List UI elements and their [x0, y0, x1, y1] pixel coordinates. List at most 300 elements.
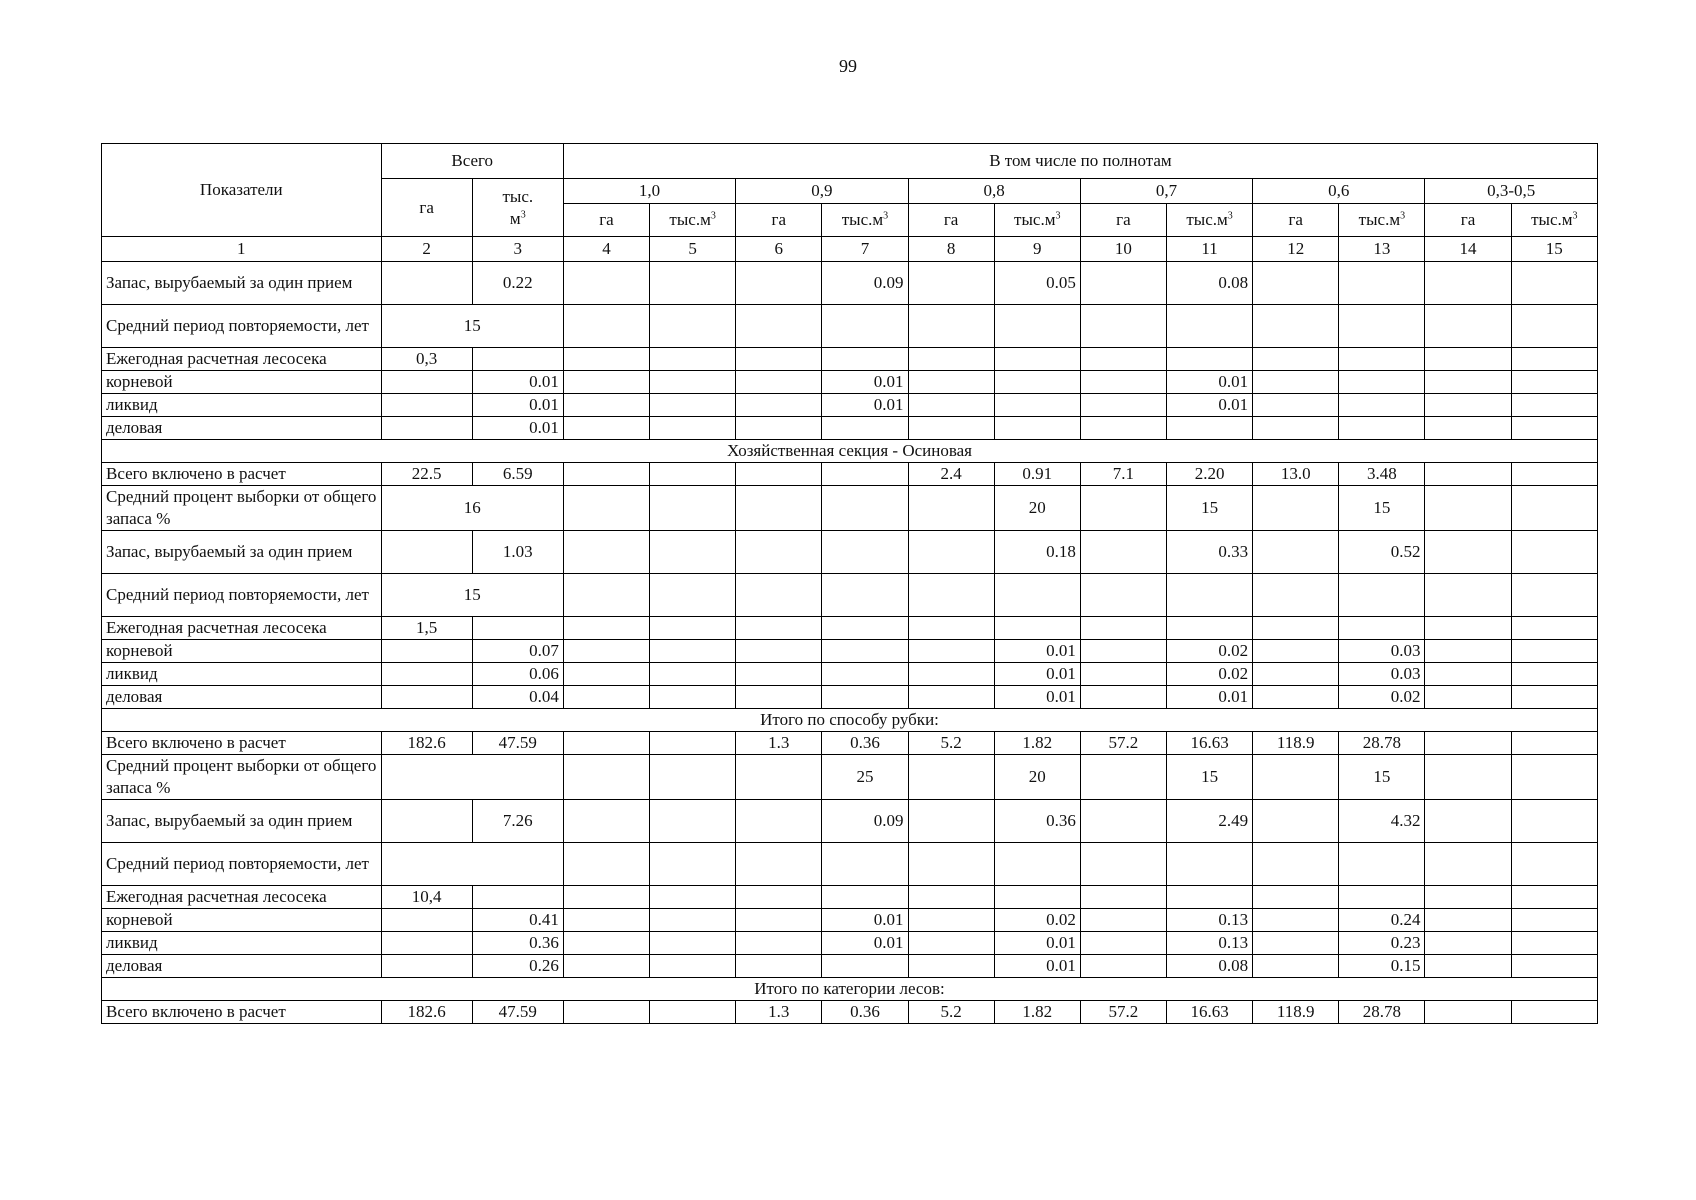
table-cell: 0.26	[472, 955, 563, 978]
table-cell	[736, 486, 822, 531]
table-cell	[1339, 617, 1425, 640]
table-cell: 0.22	[472, 262, 563, 305]
table-cell: 15	[1166, 755, 1252, 800]
table-cell	[1425, 932, 1511, 955]
table-cell	[1080, 531, 1166, 574]
total-merged-cell: 16	[381, 486, 563, 531]
table-cell	[563, 305, 649, 348]
table-cell	[1080, 663, 1166, 686]
table-cell: 15	[1166, 486, 1252, 531]
table-cell: 0.24	[1339, 909, 1425, 932]
table-cell	[1511, 348, 1597, 371]
table-cell	[563, 262, 649, 305]
table-cell	[650, 686, 736, 709]
column-number: 7	[822, 237, 908, 262]
table-cell	[563, 574, 649, 617]
table-cell	[1253, 371, 1339, 394]
section-title: Итого по категории лесов:	[102, 978, 1598, 1001]
table-cell	[1339, 417, 1425, 440]
table-cell	[563, 732, 649, 755]
table-row	[102, 531, 1598, 574]
table-cell	[908, 932, 994, 955]
section-title: Итого по способу рубки:	[102, 709, 1598, 732]
table-cell	[1511, 800, 1597, 843]
table-cell	[994, 886, 1080, 909]
table-cell: 28.78	[1339, 732, 1425, 755]
table-cell: 0.03	[1339, 663, 1425, 686]
table-cell: 25	[822, 755, 908, 800]
table-cell	[736, 262, 822, 305]
table-cell	[908, 262, 994, 305]
table-cell	[563, 686, 649, 709]
table-cell	[1080, 755, 1166, 800]
table-cell	[1080, 262, 1166, 305]
table-cell: 0.36	[822, 732, 908, 755]
table-cell	[1166, 574, 1252, 617]
table-cell: 7.1	[1080, 463, 1166, 486]
table-cell: 0.01	[822, 371, 908, 394]
table-cell	[736, 663, 822, 686]
table-cell	[1425, 531, 1511, 574]
table-cell	[908, 394, 994, 417]
table-cell	[1425, 755, 1511, 800]
table-cell	[563, 886, 649, 909]
table-cell: 0.01	[822, 909, 908, 932]
table-cell	[1166, 305, 1252, 348]
header-sub-ha: га	[908, 204, 994, 237]
column-number: 1	[102, 237, 382, 262]
table-cell	[1253, 843, 1339, 886]
column-number: 9	[994, 237, 1080, 262]
table-cell: 22.5	[381, 463, 472, 486]
table-cell	[1425, 640, 1511, 663]
table-cell	[822, 886, 908, 909]
table-cell: 0.91	[994, 463, 1080, 486]
row-label: Средний период повторяемости, лет	[102, 305, 382, 348]
table-cell	[1339, 305, 1425, 348]
table-cell: 0.01	[472, 394, 563, 417]
column-number: 4	[563, 237, 649, 262]
table-cell	[1253, 886, 1339, 909]
header-sub-volume: $тыс.м^3$	[1339, 204, 1425, 237]
table-cell	[908, 417, 994, 440]
table-cell: 0.02	[1339, 686, 1425, 709]
table-row	[102, 955, 1598, 978]
table-cell	[1511, 955, 1597, 978]
column-number: 3	[472, 237, 563, 262]
column-number: 12	[1253, 237, 1339, 262]
table-cell	[994, 574, 1080, 617]
table-cell	[822, 486, 908, 531]
table-cell	[908, 348, 994, 371]
table-cell: 1.3	[736, 732, 822, 755]
header-indicators: Показатели	[102, 144, 382, 237]
table-cell	[1339, 886, 1425, 909]
table-cell	[563, 394, 649, 417]
table-cell	[822, 305, 908, 348]
table-cell: 0.04	[472, 686, 563, 709]
table-row	[102, 574, 1598, 617]
table-cell	[1080, 686, 1166, 709]
table-row	[102, 262, 1598, 305]
table-row	[102, 800, 1598, 843]
section-row	[102, 978, 1598, 1001]
section-row	[102, 709, 1598, 732]
section-title: Хозяйственная секция - Осиновая	[102, 440, 1598, 463]
table-cell	[563, 909, 649, 932]
table-cell	[994, 348, 1080, 371]
table-cell	[1425, 348, 1511, 371]
table-cell	[1511, 531, 1597, 574]
table-cell	[1080, 617, 1166, 640]
header-density-0-8: 0,8	[908, 179, 1080, 204]
table-cell	[381, 800, 472, 843]
table-cell	[650, 732, 736, 755]
table-cell: 1.03	[472, 531, 563, 574]
table-row	[102, 486, 1598, 531]
table-cell	[1511, 371, 1597, 394]
table-cell	[381, 371, 472, 394]
table-cell	[1511, 932, 1597, 955]
table-cell	[908, 663, 994, 686]
table-cell	[1080, 394, 1166, 417]
column-number: 10	[1080, 237, 1166, 262]
table-cell	[1080, 955, 1166, 978]
table-cell	[1253, 394, 1339, 417]
table-cell	[1425, 305, 1511, 348]
table-cell	[1339, 843, 1425, 886]
table-row	[102, 463, 1598, 486]
table-cell	[1080, 932, 1166, 955]
table-row	[102, 732, 1598, 755]
table-cell	[650, 348, 736, 371]
table-cell	[563, 417, 649, 440]
table-cell: 2.20	[1166, 463, 1252, 486]
table-cell	[650, 262, 736, 305]
table-cell	[736, 686, 822, 709]
header-sub-ha: га	[1253, 204, 1339, 237]
table-cell: 0.01	[994, 955, 1080, 978]
row-label: Ежегодная расчетная лесосека	[102, 348, 382, 371]
table-cell	[1425, 417, 1511, 440]
table-cell	[381, 686, 472, 709]
table-row	[102, 417, 1598, 440]
table-row	[102, 348, 1598, 371]
table-cell	[1511, 732, 1597, 755]
table-cell	[563, 663, 649, 686]
table-cell	[1253, 800, 1339, 843]
table-cell	[1511, 755, 1597, 800]
table-row	[102, 1001, 1598, 1024]
table-cell: 0.13	[1166, 909, 1252, 932]
table-cell	[1511, 617, 1597, 640]
table-cell	[1339, 348, 1425, 371]
total-merged-cell: 15	[381, 574, 563, 617]
table-cell: 0.33	[1166, 531, 1252, 574]
table-cell	[908, 371, 994, 394]
table-cell	[994, 843, 1080, 886]
table-cell	[650, 417, 736, 440]
table-cell	[1253, 531, 1339, 574]
table-cell	[1511, 417, 1597, 440]
table-cell: 5.2	[908, 1001, 994, 1024]
row-label: ликвид	[102, 663, 382, 686]
table-cell	[1511, 262, 1597, 305]
row-label: Запас, вырубаемый за один прием	[102, 531, 382, 574]
table-cell	[822, 348, 908, 371]
table-cell: 0.01	[1166, 394, 1252, 417]
table-cell	[1425, 262, 1511, 305]
table-row	[102, 686, 1598, 709]
row-label: ликвид	[102, 932, 382, 955]
table-cell	[1253, 932, 1339, 955]
table-cell	[736, 463, 822, 486]
table-body	[102, 262, 1598, 1024]
table-row	[102, 886, 1598, 909]
header-total-volume: тыс. $м^3$	[472, 179, 563, 237]
column-number: 8	[908, 237, 994, 262]
table-cell	[1511, 686, 1597, 709]
table-cell	[650, 909, 736, 932]
table-cell: 0.01	[1166, 686, 1252, 709]
column-number: 15	[1511, 237, 1597, 262]
table-cell	[650, 617, 736, 640]
table-cell	[1253, 262, 1339, 305]
table-cell	[1511, 394, 1597, 417]
table-cell	[908, 843, 994, 886]
table-cell: 0.52	[1339, 531, 1425, 574]
row-label: Ежегодная расчетная лесосека	[102, 617, 382, 640]
row-label: Всего включено в расчет	[102, 1001, 382, 1024]
table-cell	[563, 348, 649, 371]
header-sub-volume: $тыс.м^3$	[822, 204, 908, 237]
table-cell: 182.6	[381, 1001, 472, 1024]
table-cell	[650, 663, 736, 686]
table-cell: 0.01	[822, 394, 908, 417]
table-cell	[1166, 843, 1252, 886]
table-cell	[822, 574, 908, 617]
section-row	[102, 440, 1598, 463]
table-cell	[563, 800, 649, 843]
table-cell: 0.23	[1339, 932, 1425, 955]
table-cell: 0.06	[472, 663, 563, 686]
table-cell	[563, 755, 649, 800]
table-cell: 0.09	[822, 262, 908, 305]
row-label: корневой	[102, 640, 382, 663]
table-header	[102, 144, 1598, 262]
table-cell: 3.48	[1339, 463, 1425, 486]
table-cell	[908, 305, 994, 348]
column-number: 6	[736, 237, 822, 262]
table-row	[102, 305, 1598, 348]
table-cell	[908, 617, 994, 640]
table-cell	[563, 1001, 649, 1024]
table-cell	[736, 640, 822, 663]
table-cell	[650, 463, 736, 486]
table-cell: 0.01	[994, 932, 1080, 955]
table-cell	[1080, 371, 1166, 394]
table-cell	[736, 348, 822, 371]
table-cell	[1339, 262, 1425, 305]
table-cell	[736, 909, 822, 932]
table-row	[102, 755, 1598, 800]
table-cell: 47.59	[472, 732, 563, 755]
table-cell: 0.02	[1166, 640, 1252, 663]
header-density-0-6: 0,6	[1253, 179, 1425, 204]
table-cell	[736, 394, 822, 417]
table-cell	[650, 843, 736, 886]
table-cell	[1253, 305, 1339, 348]
table-cell	[1080, 348, 1166, 371]
table-cell	[650, 305, 736, 348]
column-number: 14	[1425, 237, 1511, 262]
table-cell	[1425, 486, 1511, 531]
header-sub-ha: га	[1425, 204, 1511, 237]
row-label: Средний процент выборки от общего запаса %	[102, 755, 382, 800]
table-row	[102, 394, 1598, 417]
table-cell: 0.09	[822, 800, 908, 843]
table-cell: 0.02	[1166, 663, 1252, 686]
table-cell	[472, 617, 563, 640]
table-cell	[1080, 574, 1166, 617]
table-cell: 0.36	[822, 1001, 908, 1024]
header-density-0-3-0-5: 0,3-0,5	[1425, 179, 1598, 204]
table-cell	[736, 955, 822, 978]
table-cell	[1253, 909, 1339, 932]
table-cell	[908, 531, 994, 574]
table-cell: 16.63	[1166, 732, 1252, 755]
row-label: Средний период повторяемости, лет	[102, 574, 382, 617]
table-cell: 0.07	[472, 640, 563, 663]
table-cell: 57.2	[1080, 1001, 1166, 1024]
table-cell	[381, 955, 472, 978]
table-row	[102, 843, 1598, 886]
table-cell: 0.18	[994, 531, 1080, 574]
total-merged-cell	[381, 843, 563, 886]
table-cell: 20	[994, 755, 1080, 800]
table-cell	[736, 574, 822, 617]
table-cell	[1253, 417, 1339, 440]
table-cell	[1253, 686, 1339, 709]
table-cell: 13.0	[1253, 463, 1339, 486]
table-cell	[822, 663, 908, 686]
table-cell	[563, 932, 649, 955]
table-cell	[650, 574, 736, 617]
table-cell	[1511, 640, 1597, 663]
row-label: деловая	[102, 686, 382, 709]
header-total-ha: га	[381, 179, 472, 237]
total-merged-cell: 15	[381, 305, 563, 348]
table-cell	[563, 371, 649, 394]
table-cell: 0.08	[1166, 955, 1252, 978]
table-cell	[736, 886, 822, 909]
column-number: 13	[1339, 237, 1425, 262]
header-total: Всего	[381, 144, 563, 179]
table-cell	[1339, 371, 1425, 394]
table-cell	[736, 305, 822, 348]
table-cell: 4.32	[1339, 800, 1425, 843]
header-sub-volume: $тыс.м^3$	[1511, 204, 1597, 237]
table-cell	[736, 932, 822, 955]
table-cell	[1511, 843, 1597, 886]
table-cell	[994, 417, 1080, 440]
table-cell: 1.3	[736, 1001, 822, 1024]
table-row	[102, 640, 1598, 663]
table-cell: 57.2	[1080, 732, 1166, 755]
table-cell	[822, 640, 908, 663]
table-cell	[1080, 800, 1166, 843]
column-number: 11	[1166, 237, 1252, 262]
table-cell	[908, 686, 994, 709]
table-cell	[1080, 886, 1166, 909]
table-cell: 2.4	[908, 463, 994, 486]
table-cell	[1511, 663, 1597, 686]
table-cell	[1425, 686, 1511, 709]
table-cell	[1511, 1001, 1597, 1024]
table-cell	[822, 955, 908, 978]
table-cell	[381, 640, 472, 663]
table-cell: 0.01	[472, 371, 563, 394]
table-cell	[1511, 463, 1597, 486]
table-cell	[908, 640, 994, 663]
table-cell	[736, 531, 822, 574]
table-cell	[563, 531, 649, 574]
table-cell	[1080, 909, 1166, 932]
table-cell: 5.2	[908, 732, 994, 755]
row-label: деловая	[102, 417, 382, 440]
table-cell	[736, 617, 822, 640]
table-cell: 0.01	[1166, 371, 1252, 394]
table-cell	[1511, 909, 1597, 932]
header-sub-volume: $тыс.м^3$	[1166, 204, 1252, 237]
table-cell	[650, 531, 736, 574]
table-cell	[1253, 755, 1339, 800]
table-cell: 0.15	[1339, 955, 1425, 978]
header-sub-volume: $тыс.м^3$	[994, 204, 1080, 237]
table-cell	[1080, 486, 1166, 531]
table-cell	[1425, 909, 1511, 932]
column-number: 2	[381, 237, 472, 262]
table-cell: 0.01	[994, 686, 1080, 709]
table-cell	[908, 755, 994, 800]
header-sub-ha: га	[736, 204, 822, 237]
table-cell	[650, 886, 736, 909]
table-cell: 15	[1339, 486, 1425, 531]
total-merged-cell	[381, 755, 563, 800]
header-density-0-9: 0,9	[736, 179, 908, 204]
table-cell	[908, 486, 994, 531]
table-cell: 16.63	[1166, 1001, 1252, 1024]
table-cell	[563, 463, 649, 486]
table-cell	[1425, 574, 1511, 617]
table-cell	[994, 394, 1080, 417]
table-cell	[1253, 574, 1339, 617]
table-cell	[563, 617, 649, 640]
table-cell	[650, 1001, 736, 1024]
table-cell	[1511, 305, 1597, 348]
table-cell	[822, 531, 908, 574]
row-label: ликвид	[102, 394, 382, 417]
table-cell	[908, 574, 994, 617]
table-cell	[472, 348, 563, 371]
table-cell	[822, 417, 908, 440]
table-cell	[736, 417, 822, 440]
table-cell	[1166, 417, 1252, 440]
table-cell	[472, 886, 563, 909]
table-cell: 0.03	[1339, 640, 1425, 663]
table-cell	[908, 800, 994, 843]
table-cell: 0.36	[994, 800, 1080, 843]
